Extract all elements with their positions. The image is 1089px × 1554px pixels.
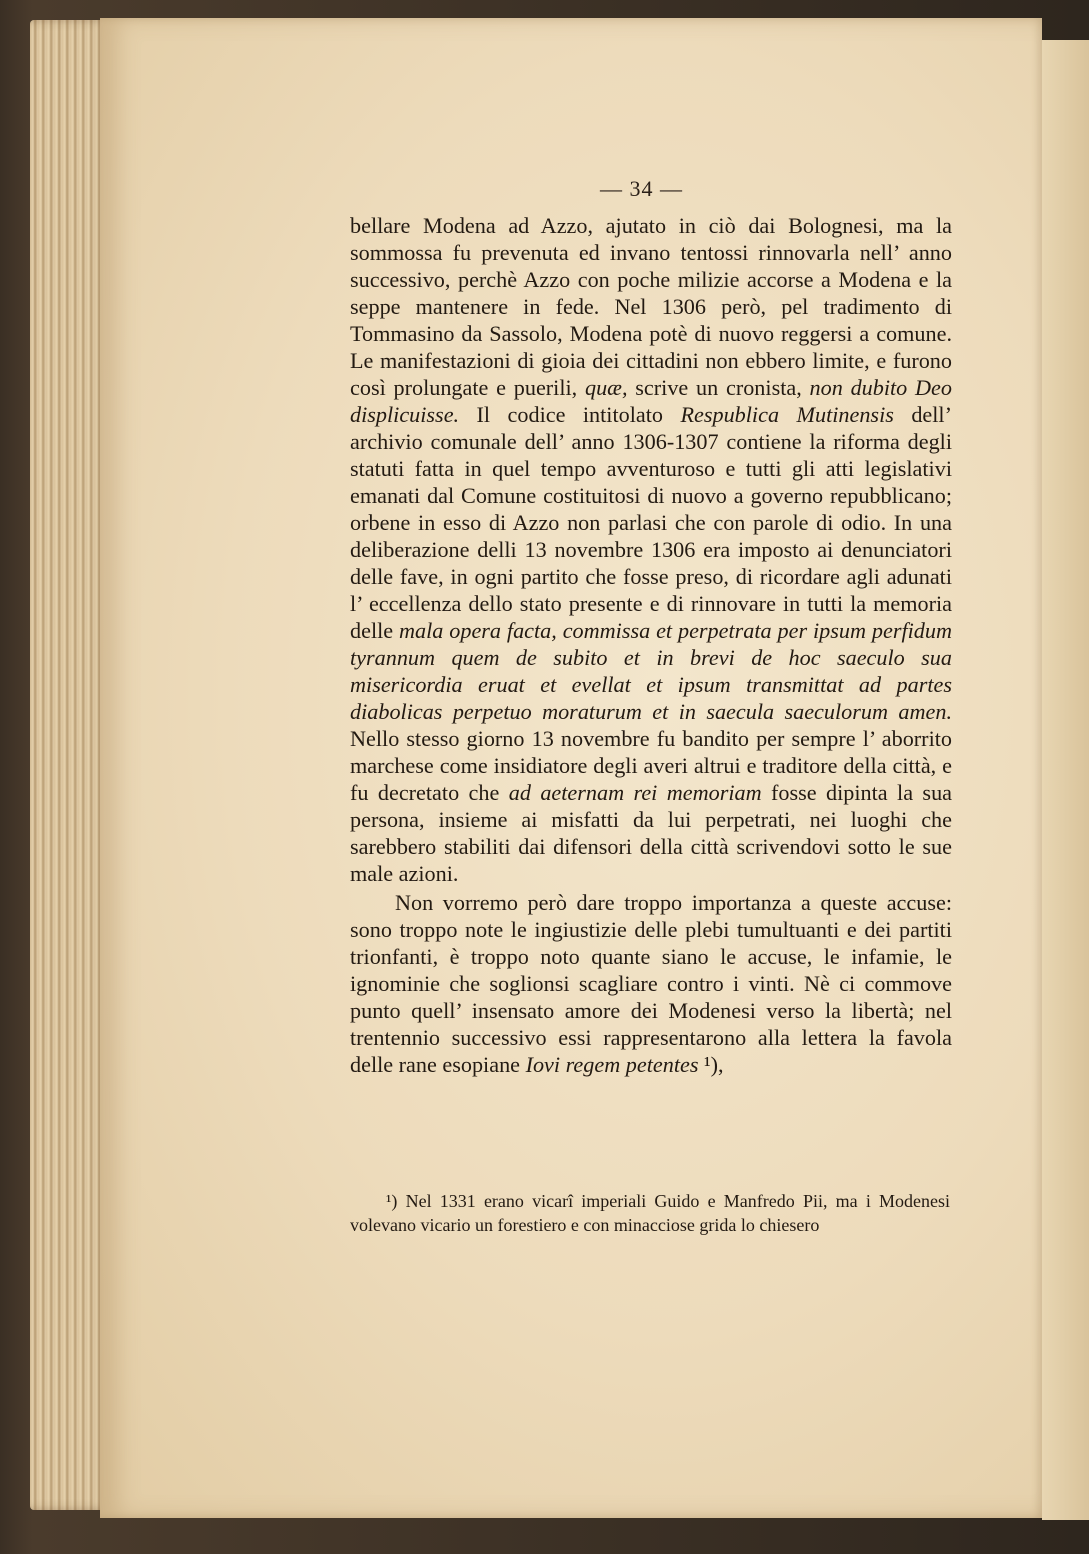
text-segment: Il codice intitolato [459, 402, 681, 427]
page-number: — 34 — [600, 176, 683, 201]
page-stack-edges [30, 20, 110, 1510]
text-segment: fosse dipinta la sua persona, insieme ai misfatti da lui perpetrati, nei luoghi che sarebbero stabiliti dai difensori della città scrivendovi sotto le sue male azioni. [350, 780, 953, 886]
italic-text-segment: non dubito Deo displicuisse. [350, 375, 953, 427]
text-segment: dell’ archivio comunale dell’ anno 1306-1307 contiene la riforma degli statuti fatta in quel tempo avventuroso e tutti gli atti legislativi emanati dal Comune costituitosi di nuovo a governo repubblicano; orbene in esso di Azzo non parlasi che con parole di odio. In una deliberazione delli 13 novembre 1306 era imposto ai denunciatori delle fave, in ogni partito che fosse preso, di ricordare agli adunati l’ eccellenza dello stato presente e di rinnovare in tutti la memoria delle [350, 402, 952, 643]
footnote: ¹) Nel 1331 erano vicarî imperiali Guido e Manfredo Pii, ma i Modenesi volevano vicario un forestiero e con minacciose grida lo chiesero [350, 1191, 950, 1235]
next-page-edge [1042, 40, 1089, 1520]
paragraph [350, 212, 952, 887]
footnotes [350, 1189, 950, 1237]
text-segment: ¹), [698, 1052, 724, 1077]
italic-text-segment: quæ, [584, 375, 628, 400]
italic-text-segment: Iovi regem petentes [525, 1052, 699, 1077]
text-segment: Non vorremo però dare troppo importanza a queste accuse: sono troppo note le ingiustizie delle plebi tumultuanti e dei partiti trionfanti, è troppo noto quante siano le accuse, le infamie, le ignominie che soglionsi scagliare contro i vinti. Nè ci commove punto quell’ insensato amore dei Modenesi verso la libertà; nel trentennio successivo essi rappresentarono alla lettera la favola delle rane esopiane [350, 890, 952, 1077]
italic-text-segment: mala opera facta, commissa et perpetrata per ipsum perfidum tyrannum quem de subito et in brevi de hoc saeculo sua misericordia eruat et evellat et ipsum transmittat ad partes diabolicas perpetuo moraturum et in saecula saeculorum amen. [350, 618, 952, 724]
italic-text-segment: Respublica Mutinensis [680, 402, 894, 427]
text-segment: Nello stesso giorno 13 novembre fu bandito per sempre l’ aborrito marchese come insidiatore degli averi altrui e traditore della città, e fu decretato che [350, 726, 952, 805]
paragraph [350, 889, 952, 1078]
text-segment: bellare Modena ad Azzo, ajutato in ciò dai Bolognesi, ma la sommossa fu prevenuta ed invano tentossi rinnovarla nell’ anno successivo, perchè Azzo con poche milizie accorse a Modena e la seppe mantenere in fede. Nel 1306 però, pel tradimento di Tommasino da Sassolo, Modena potè di nuovo reggersi a comune. Le manifestazioni di gioia dei cittadini non ebbero limite, e furono così prolungate e puerili, [350, 213, 952, 400]
italic-text-segment: ad aeternam rei memoriam [508, 780, 762, 805]
text-segment: scrive un cronista, [627, 375, 810, 400]
main-text [350, 212, 952, 1078]
